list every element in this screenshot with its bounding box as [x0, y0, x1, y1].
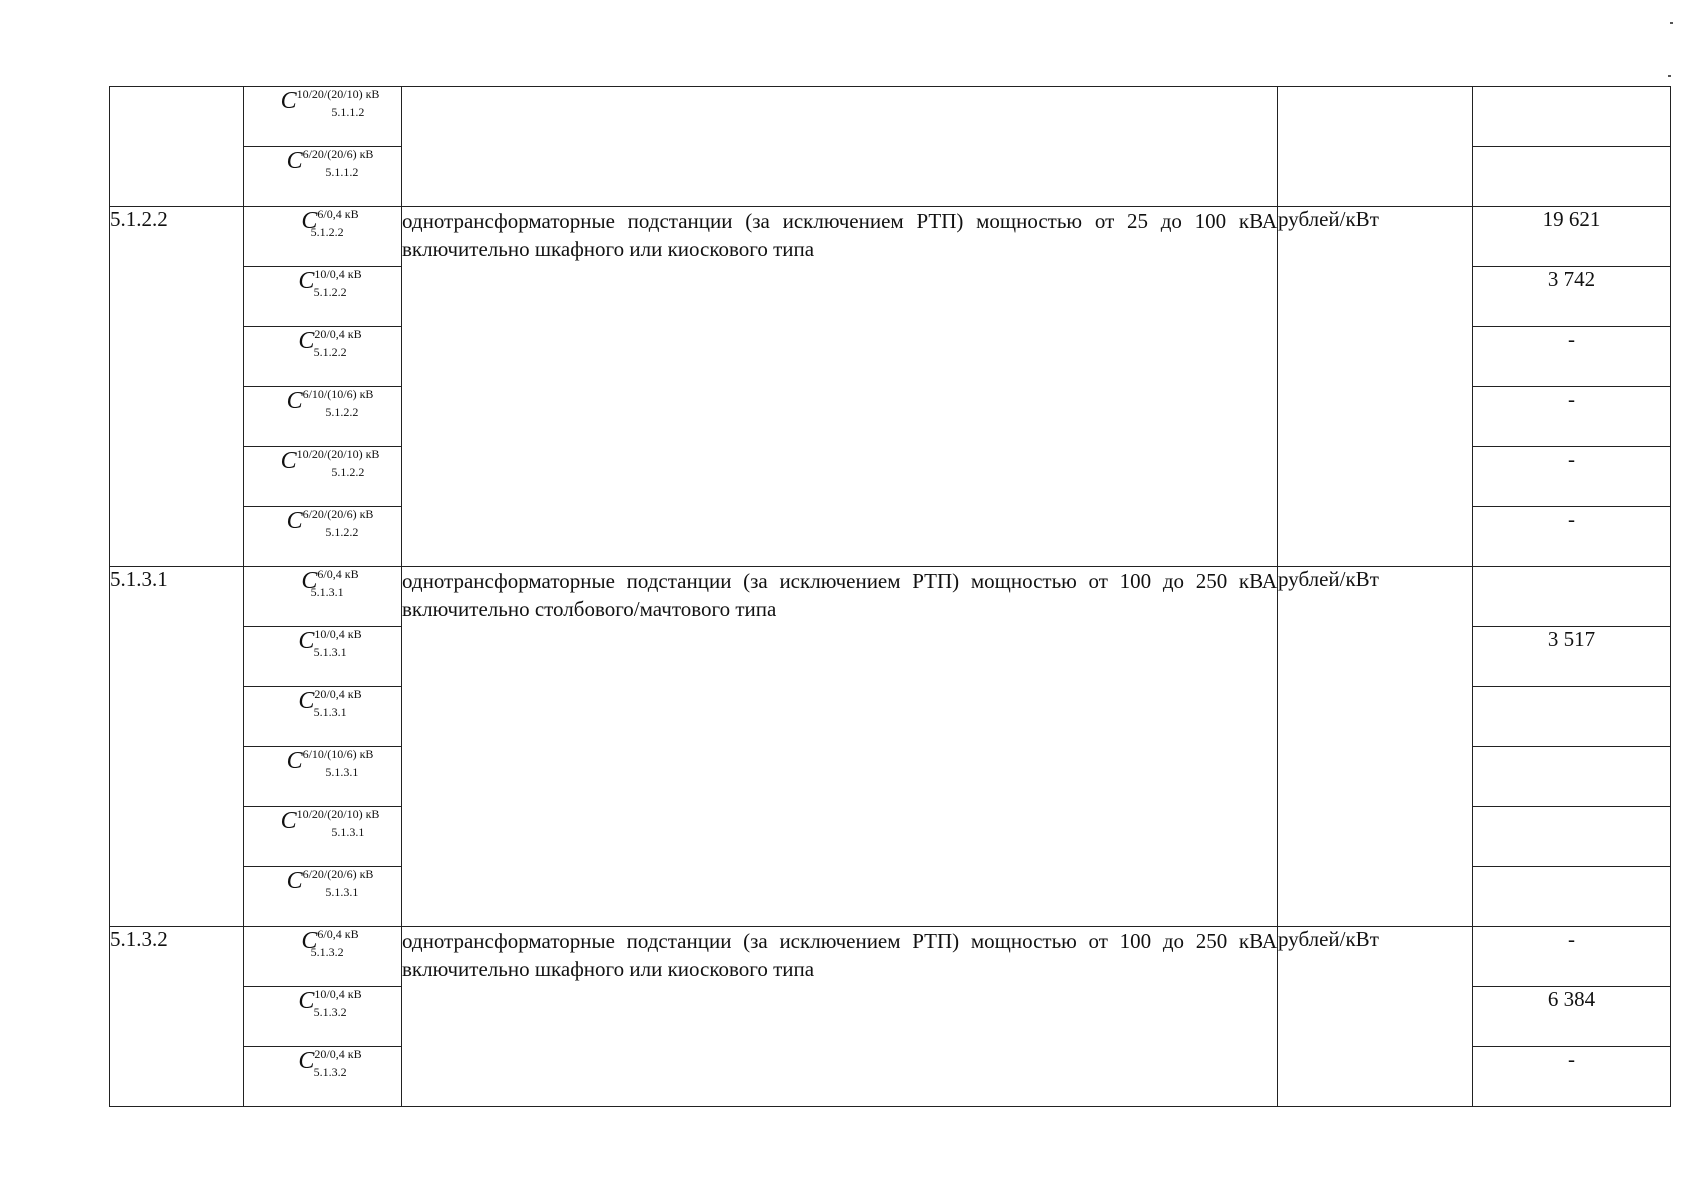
rate-value: [1473, 567, 1671, 627]
cost-symbol: [286, 867, 374, 899]
cost-symbol-index: 5.1.2.2: [313, 345, 347, 359]
cost-symbol-voltage: 6/10/(10/6) кВ: [302, 747, 374, 761]
cost-symbol-index: 5.1.2.2: [310, 225, 344, 239]
rate-value: -: [1473, 927, 1671, 987]
item-code: 5.1.2.2: [110, 207, 244, 567]
cost-symbol-voltage: 6/20/(20/6) кВ: [302, 867, 374, 881]
cost-symbol-letter: C: [280, 448, 297, 474]
cost-symbol-letter: C: [301, 928, 318, 954]
cost-symbol-cell: [244, 747, 402, 807]
rate-value: [1473, 747, 1671, 807]
rate-value: -: [1473, 387, 1671, 447]
item-code: [110, 87, 244, 207]
cost-symbol: [301, 207, 359, 239]
cost-symbol-voltage: 10/0,4 кВ: [314, 987, 362, 1001]
item-code: 5.1.3.2: [110, 927, 244, 1107]
rate-value: 3 742: [1473, 267, 1671, 327]
cost-symbol-cell: [244, 507, 402, 567]
cost-symbol: [280, 807, 380, 839]
cost-symbol-index: 5.1.2.2: [325, 405, 359, 419]
rate-value: 6 384: [1473, 987, 1671, 1047]
cost-symbol-voltage: 6/0,4 кВ: [317, 207, 359, 221]
rate-value: -: [1473, 447, 1671, 507]
cost-symbol-letter: C: [286, 388, 303, 414]
item-unit: рублей/кВт: [1278, 567, 1473, 927]
cost-symbol-cell: [244, 987, 402, 1047]
cost-symbol-index: 5.1.2.2: [313, 285, 347, 299]
cost-symbol-cell: [244, 447, 402, 507]
cost-symbol-index: 5.1.3.1: [313, 645, 347, 659]
cost-symbol-index: 5.1.1.2: [331, 105, 365, 119]
rate-value: [1473, 867, 1671, 927]
rate-value: -: [1473, 507, 1671, 567]
cost-symbol-index: 5.1.3.1: [313, 705, 347, 719]
cost-symbol-letter: C: [298, 1048, 315, 1074]
cost-symbol-cell: [244, 387, 402, 447]
cost-symbol-letter: C: [286, 148, 303, 174]
item-code: 5.1.3.1: [110, 567, 244, 927]
cost-symbol-cell: [244, 267, 402, 327]
cost-symbol: [298, 987, 362, 1019]
cost-symbol-voltage: 20/0,4 кВ: [314, 687, 362, 701]
rate-value: -: [1473, 327, 1671, 387]
table-row: [110, 207, 1671, 267]
cost-symbol-letter: C: [280, 88, 297, 114]
cost-symbol-voltage: 6/20/(20/6) кВ: [302, 507, 374, 521]
rate-value: [1473, 807, 1671, 867]
cost-symbol-index: 5.1.3.1: [310, 585, 344, 599]
tariff-table-body: [110, 87, 1671, 1107]
cost-symbol-voltage: 6/0,4 кВ: [317, 567, 359, 581]
cost-symbol-voltage: 10/20/(20/10) кВ: [296, 807, 380, 821]
cost-symbol-letter: C: [286, 868, 303, 894]
cost-symbol-voltage: 20/0,4 кВ: [314, 1047, 362, 1061]
cost-symbol-cell: [244, 1047, 402, 1107]
cost-symbol-voltage: 10/0,4 кВ: [314, 267, 362, 281]
cost-symbol-cell: [244, 867, 402, 927]
cost-symbol-voltage: 6/0,4 кВ: [317, 927, 359, 941]
cost-symbol-letter: C: [298, 628, 315, 654]
item-description: однотрансформаторные подстанции (за исключением РТП) мощностью от 100 до 250 кВА включительно шкафного или киоскового типа: [402, 927, 1278, 1107]
cost-symbol: [280, 87, 380, 119]
cost-symbol-cell: [244, 927, 402, 987]
item-unit: [1278, 87, 1473, 207]
cost-symbol-letter: C: [298, 268, 315, 294]
cost-symbol-cell: [244, 687, 402, 747]
table-row: [110, 927, 1671, 987]
cost-symbol-cell: [244, 627, 402, 687]
cost-symbol-letter: C: [286, 748, 303, 774]
cost-symbol-index: 5.1.2.2: [331, 465, 365, 479]
rate-value: [1473, 147, 1671, 207]
cost-symbol: [298, 687, 362, 719]
cost-symbol-voltage: 20/0,4 кВ: [314, 327, 362, 341]
cost-symbol: [286, 507, 374, 539]
cost-symbol: [280, 447, 380, 479]
item-description: [402, 87, 1278, 207]
table-row: [110, 567, 1671, 627]
cost-symbol-voltage: 10/20/(20/10) кВ: [296, 447, 380, 461]
cost-symbol-index: 5.1.3.1: [325, 765, 359, 779]
rate-value: [1473, 87, 1671, 147]
cost-symbol: [301, 927, 359, 959]
cost-symbol-index: 5.1.1.2: [325, 165, 359, 179]
cost-symbol: [298, 1047, 362, 1079]
cost-symbol-cell: [244, 327, 402, 387]
cost-symbol-cell: [244, 87, 402, 147]
item-description: однотрансформаторные подстанции (за исключением РТП) мощностью от 25 до 100 кВА включительно шкафного или киоскового типа: [402, 207, 1278, 567]
cost-symbol-index: 5.1.3.2: [313, 1005, 347, 1019]
item-unit: рублей/кВт: [1278, 207, 1473, 567]
cost-symbol-cell: [244, 807, 402, 867]
rate-value: 19 621: [1473, 207, 1671, 267]
cost-symbol-cell: [244, 147, 402, 207]
cost-symbol-cell: [244, 207, 402, 267]
cost-symbol-voltage: 6/20/(20/6) кВ: [302, 147, 374, 161]
scan-speck: [1668, 75, 1671, 77]
cost-symbol-letter: C: [298, 988, 315, 1014]
table-row: [110, 87, 1671, 147]
cost-symbol-letter: C: [280, 808, 297, 834]
cost-symbol-voltage: 6/10/(10/6) кВ: [302, 387, 374, 401]
cost-symbol: [298, 267, 362, 299]
cost-symbol-index: 5.1.3.2: [310, 945, 344, 959]
scan-speck: [1670, 22, 1673, 24]
cost-symbol-index: 5.1.3.2: [313, 1065, 347, 1079]
rate-value: [1473, 687, 1671, 747]
cost-symbol: [298, 327, 362, 359]
cost-symbol-index: 5.1.3.1: [331, 825, 365, 839]
cost-symbol-cell: [244, 567, 402, 627]
cost-symbol-letter: C: [301, 568, 318, 594]
item-description: однотрансформаторные подстанции (за исключением РТП) мощностью от 100 до 250 кВА включительно столбового/мачтового типа: [402, 567, 1278, 927]
cost-symbol-voltage: 10/0,4 кВ: [314, 627, 362, 641]
cost-symbol-letter: C: [298, 688, 315, 714]
cost-symbol-index: 5.1.2.2: [325, 525, 359, 539]
cost-symbol: [298, 627, 362, 659]
rate-value: -: [1473, 1047, 1671, 1107]
cost-symbol: [301, 567, 359, 599]
cost-symbol-letter: C: [301, 208, 318, 234]
cost-symbol-voltage: 10/20/(20/10) кВ: [296, 87, 380, 101]
cost-symbol-letter: C: [286, 508, 303, 534]
cost-symbol: [286, 747, 374, 779]
cost-symbol: [286, 387, 374, 419]
tariff-table: [109, 86, 1671, 1107]
item-unit: рублей/кВт: [1278, 927, 1473, 1107]
cost-symbol-index: 5.1.3.1: [325, 885, 359, 899]
cost-symbol: [286, 147, 374, 179]
rate-value: 3 517: [1473, 627, 1671, 687]
cost-symbol-letter: C: [298, 328, 315, 354]
